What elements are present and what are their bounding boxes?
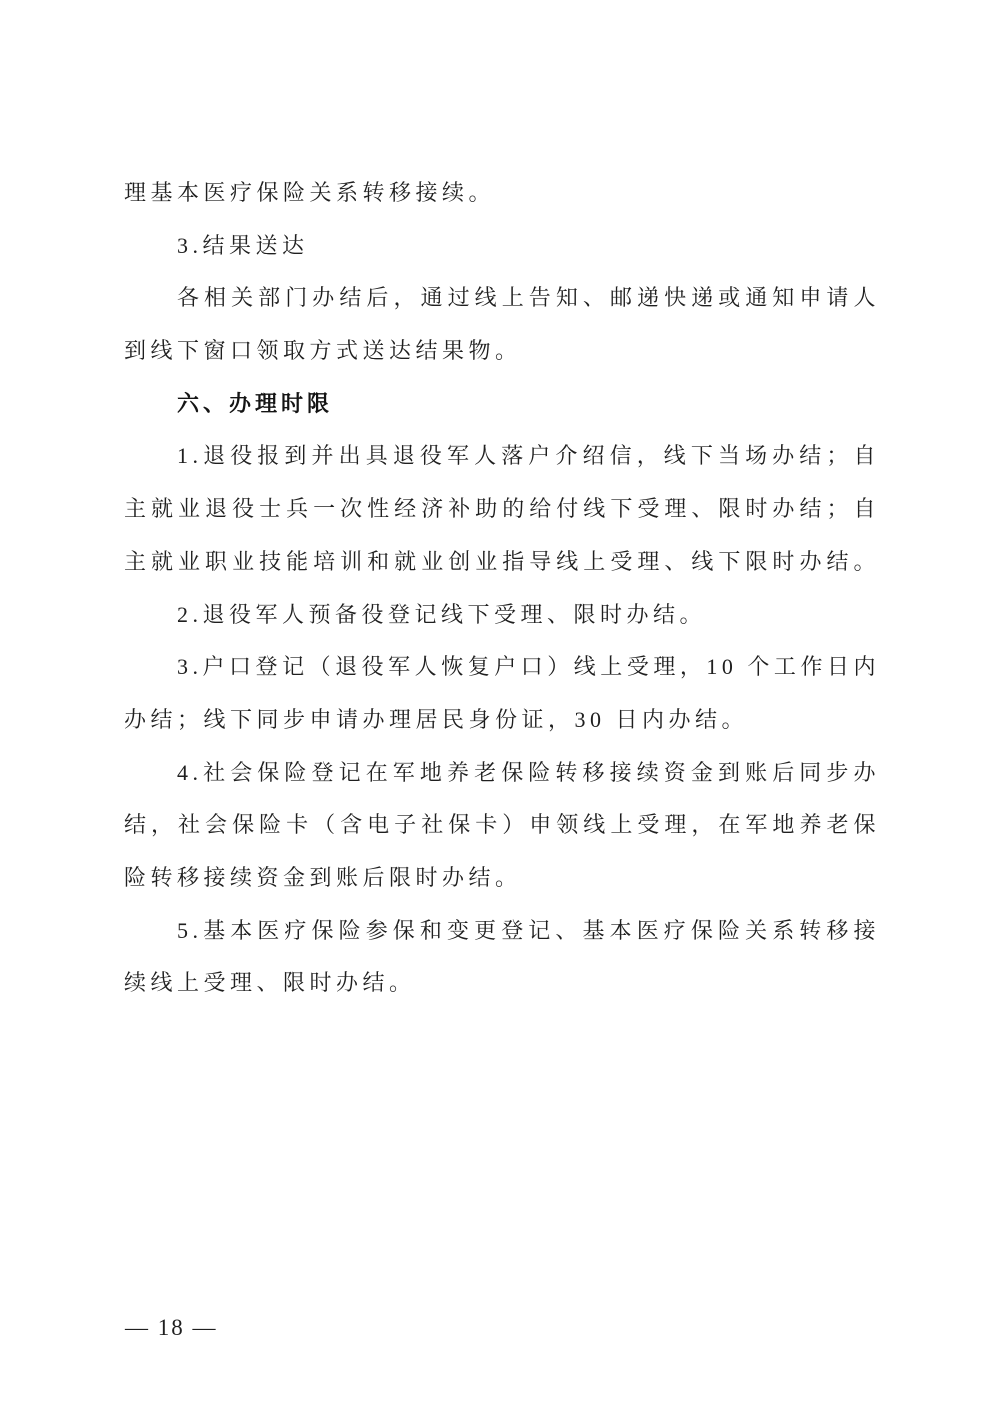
list-item-4-line: 险转移接续资金到账后限时办结。	[124, 864, 522, 890]
list-item-4-line: 结，社会保险卡（含电子社保卡）申领线上受理，在军地养老保	[124, 812, 880, 838]
list-item-2-line: 2.退役军人预备役登记线下受理、限时办结。	[177, 601, 707, 627]
list-item-4-line: 4.社会保险登记在军地养老保险转移接续资金到账后同步办	[177, 759, 880, 785]
document-body	[124, 167, 880, 1010]
paragraph-line: 理基本医疗保险关系转移接续。	[124, 180, 496, 205]
section-heading-processing-time-limit: 六、办理时限	[177, 390, 334, 416]
list-item-1-line: 主就业退役士兵一次性经济补助的给付线下受理、限时办结；自	[124, 496, 880, 522]
list-item-3-line: 3.户口登记（退役军人恢复户口）线上受理，10 个工作日内	[177, 654, 880, 680]
page-number: — 18 —	[125, 1315, 218, 1340]
list-item-1-line: 1.退役报到并出具退役军人落户介绍信，线下当场办结；自	[177, 443, 880, 469]
list-item-3-line: 办结；线下同步申请办理居民身份证，30 日内办结。	[124, 706, 749, 732]
paragraph-line: 到线下窗口领取方式送达结果物。	[124, 338, 522, 364]
paragraph-line: 各相关部门办结后，通过线上告知、邮递快递或通知申请人	[177, 285, 880, 311]
list-item-5-line: 续线上受理、限时办结。	[124, 970, 416, 996]
subsection-heading-result-delivery: 3.结果送达	[177, 232, 309, 258]
list-item-5-line: 5.基本医疗保险参保和变更登记、基本医疗保险关系转移接	[177, 917, 880, 943]
list-item-1-line: 主就业职业技能培训和就业创业指导线上受理、线下限时办结。	[124, 548, 880, 574]
